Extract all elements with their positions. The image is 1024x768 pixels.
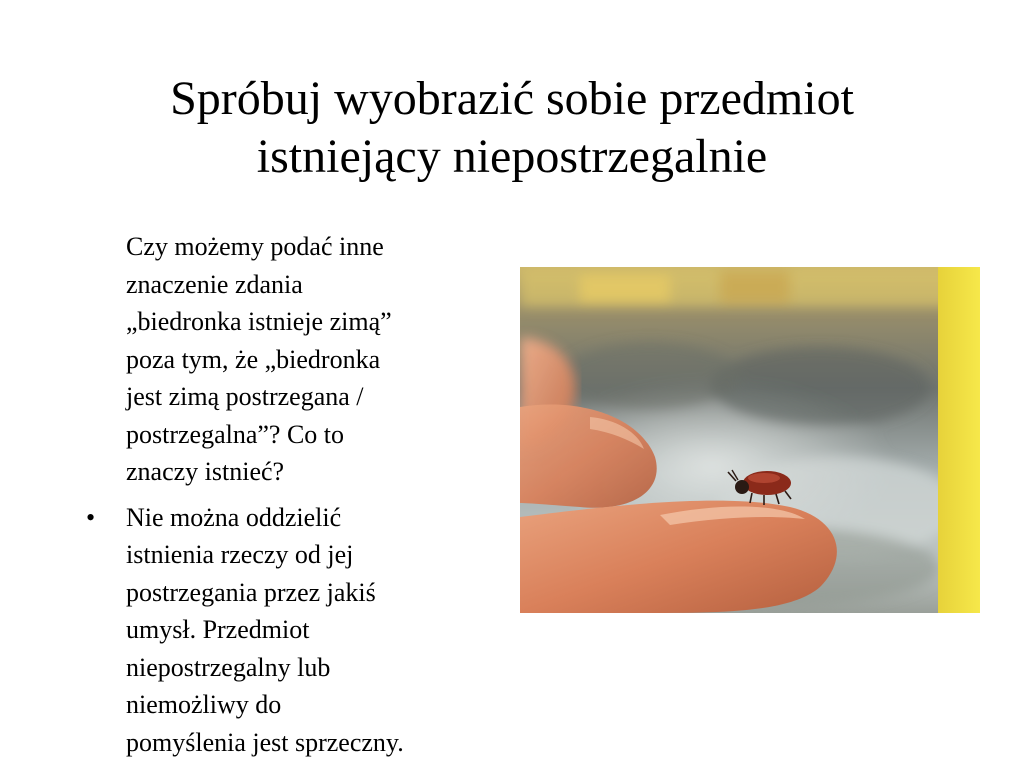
text-line: Nie można oddzielić	[126, 502, 342, 532]
text-line: jest zimą postrzegana /	[126, 382, 364, 411]
title-line: Spróbuj wyobrazić sobie przedmiot	[170, 72, 854, 125]
bullet-icon: •	[86, 502, 96, 532]
ladybug-photo	[520, 267, 980, 613]
text-line: postrzegania przez jakiś	[126, 577, 376, 607]
bullet-paragraph	[86, 499, 516, 762]
text-line: umysł. Przedmiot	[126, 615, 310, 644]
text-line: pomyślenia jest sprzeczny.	[126, 727, 404, 757]
slide-body	[86, 228, 516, 768]
text-line: znaczy istnieć?	[126, 457, 285, 486]
text-line: istnienia rzeczy od jej	[126, 540, 354, 569]
text-line: niepostrzegalny lub	[126, 652, 331, 682]
text-line: „biedronka istnieje zimą”	[126, 307, 392, 336]
text-line: postrzegalna”? Co to	[126, 419, 345, 449]
question-paragraph	[86, 228, 516, 491]
slide-title	[60, 70, 964, 186]
text-line: znaczenie zdania	[126, 269, 303, 299]
text-line: poza tym, że „biedronka	[126, 344, 381, 374]
title-line: istniejący niepostrzegalnie	[256, 130, 768, 183]
text-line: niemożliwy do	[126, 690, 282, 719]
text-line: Czy możemy podać inne	[126, 232, 384, 261]
